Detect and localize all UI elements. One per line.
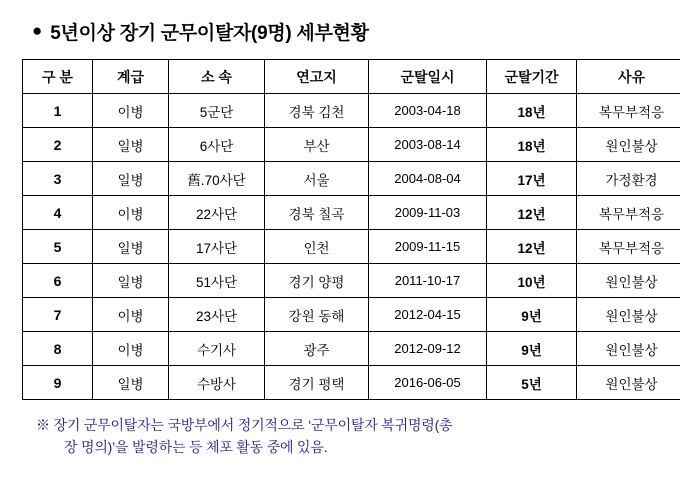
column-header-hometown: 연고지 (265, 60, 369, 94)
cell-reason: 복무부적응 (577, 230, 680, 264)
cell-index: 2 (23, 128, 93, 162)
cell-duration: 18년 (487, 94, 577, 128)
cell-reason: 원인불상 (577, 366, 680, 400)
cell-unit: 6사단 (169, 128, 265, 162)
cell-unit: 수기사 (169, 332, 265, 366)
footnote (22, 414, 658, 459)
table-header-row (23, 60, 680, 94)
cell-reason: 원인불상 (577, 332, 680, 366)
cell-date: 2011-10-17 (369, 264, 487, 298)
cell-duration: 5년 (487, 366, 577, 400)
table-row (23, 332, 680, 366)
table-row (23, 128, 680, 162)
cell-date: 2009-11-15 (369, 230, 487, 264)
cell-hometown: 부산 (265, 128, 369, 162)
cell-unit: 23사단 (169, 298, 265, 332)
footnote-line-2: 장 명의)’을 발령하는 등 체포 활동 중에 있음. (64, 439, 328, 456)
table-row (23, 366, 680, 400)
table-row (23, 264, 680, 298)
cell-unit: 5군단 (169, 94, 265, 128)
table-row (23, 94, 680, 128)
bullet-icon: ● (32, 21, 43, 40)
cell-hometown: 경기 양평 (265, 264, 369, 298)
cell-rank: 이병 (93, 332, 169, 366)
table-header (23, 60, 680, 94)
column-header-index: 구 분 (23, 60, 93, 94)
cell-date: 2012-09-12 (369, 332, 487, 366)
cell-index: 3 (23, 162, 93, 196)
cell-unit: 舊.70사단 (169, 162, 265, 196)
cell-index: 6 (23, 264, 93, 298)
cell-date: 2003-04-18 (369, 94, 487, 128)
cell-rank: 일병 (93, 162, 169, 196)
cell-hometown: 서울 (265, 162, 369, 196)
table-row (23, 196, 680, 230)
cell-reason: 가정환경 (577, 162, 680, 196)
cell-index: 9 (23, 366, 93, 400)
cell-rank: 이병 (93, 196, 169, 230)
table-row (23, 298, 680, 332)
cell-duration: 17년 (487, 162, 577, 196)
cell-date: 2009-11-03 (369, 196, 487, 230)
cell-hometown: 강원 동해 (265, 298, 369, 332)
table-row (23, 230, 680, 264)
cell-duration: 9년 (487, 298, 577, 332)
cell-date: 2004-08-04 (369, 162, 487, 196)
cell-rank: 일병 (93, 264, 169, 298)
cell-duration: 12년 (487, 196, 577, 230)
cell-index: 8 (23, 332, 93, 366)
deserter-table (22, 59, 680, 400)
column-header-duration: 군탈기간 (487, 60, 577, 94)
table-body (23, 94, 680, 400)
cell-index: 1 (23, 94, 93, 128)
cell-date: 2016-06-05 (369, 366, 487, 400)
table-row (23, 162, 680, 196)
column-header-reason: 사유 (577, 60, 680, 94)
page-title-text: 5년이상 장기 군무이탈자(9명) 세부현황 (50, 23, 369, 44)
cell-index: 7 (23, 298, 93, 332)
cell-date: 2003-08-14 (369, 128, 487, 162)
cell-duration: 10년 (487, 264, 577, 298)
column-header-date: 군탈일시 (369, 60, 487, 94)
cell-reason: 복무부적응 (577, 94, 680, 128)
cell-hometown: 경기 평택 (265, 366, 369, 400)
cell-hometown: 경북 칠곡 (265, 196, 369, 230)
cell-reason: 원인불상 (577, 264, 680, 298)
cell-duration: 18년 (487, 128, 577, 162)
column-header-unit: 소 속 (169, 60, 265, 94)
footnote-line-1: ※ 장기 군무이탈자는 국방부에서 정기적으로 ‘군무이탈자 복귀명령(총 (36, 417, 453, 433)
cell-index: 4 (23, 196, 93, 230)
cell-rank: 이병 (93, 94, 169, 128)
cell-unit: 수방사 (169, 366, 265, 400)
cell-index: 5 (23, 230, 93, 264)
cell-reason: 원인불상 (577, 128, 680, 162)
cell-unit: 17사단 (169, 230, 265, 264)
cell-duration: 12년 (487, 230, 577, 264)
cell-rank: 일병 (93, 230, 169, 264)
cell-hometown: 인천 (265, 230, 369, 264)
cell-hometown: 광주 (265, 332, 369, 366)
cell-date: 2012-04-15 (369, 298, 487, 332)
cell-reason: 복무부적응 (577, 196, 680, 230)
cell-rank: 이병 (93, 298, 169, 332)
column-header-rank: 계급 (93, 60, 169, 94)
cell-hometown: 경북 김천 (265, 94, 369, 128)
cell-unit: 51사단 (169, 264, 265, 298)
cell-rank: 일병 (93, 366, 169, 400)
cell-reason: 원인불상 (577, 298, 680, 332)
cell-unit: 22사단 (169, 196, 265, 230)
cell-rank: 일병 (93, 128, 169, 162)
cell-duration: 9년 (487, 332, 577, 366)
page-title (22, 18, 658, 45)
